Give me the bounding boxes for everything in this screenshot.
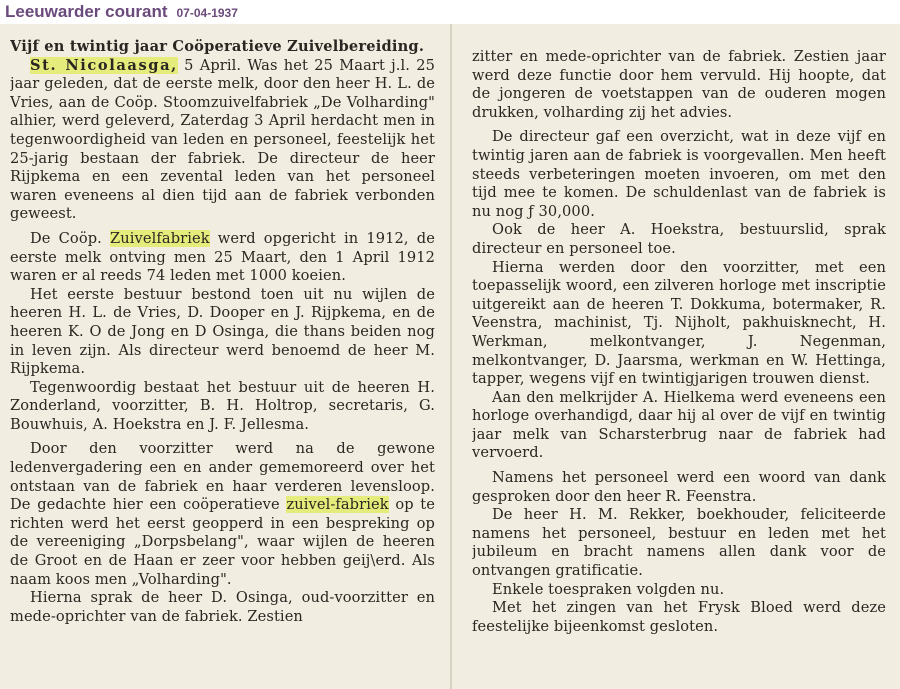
publication-date: 07-04-1937 [176, 6, 238, 20]
paragraph-6: Hierna sprak de heer D. Osinga, oud-voorzitter en mede-oprichter van de fabriek. Zestien [10, 589, 435, 625]
page-header [0, 0, 900, 24]
paragraph-frysk-bloed: Met het zingen van het Frysk Bloed werd deze feestelijke bijeenkomst gesloten. [472, 599, 886, 635]
paragraph-1 [10, 57, 435, 224]
highlight-zuivelfabriek: Zuivelfabriek [110, 229, 210, 247]
paragraph-horloge: Hierna werden door den voorzitter, met een toepasselijk woord, een zilveren horloge met inscriptie uitgereikt aan de heeren T. Dokkuma, botermaker, R. Veenstra, machinist, Tj. Nijholt, pakhuisknecht, H. Werkman, melkontvanger, J. Negenman, melkontvanger, D. Jaarsma, werkman en W. Hettinga, tapper, wegens vijf en twintigjarigen trouwen dienst. [472, 258, 886, 388]
paragraph-5 [10, 440, 435, 589]
article-column-right [472, 48, 886, 688]
dateline: St. Nicolaasga, [30, 56, 178, 74]
newspaper-clipping [0, 24, 900, 689]
paragraph-rekker: De heer H. M. Rekker, boekhouder, feliciteerde namens het personeel, bestuur en leden met het jubileum en bracht namens allen dank voor de ontvangen gratificatie. [472, 506, 886, 580]
paragraph-2-text-a: De Coöp. [30, 229, 111, 247]
paragraph-2-text-b: werd opgericht in 1912, de eerste melk ontving men 25 Maart, den 1 April 1912 waren er al reeds 74 leden met 1000 koeien. [10, 229, 435, 285]
paragraph-toespraken: Enkele toespraken volgden nu. [492, 580, 725, 598]
paragraph-personeel: Namens het personeel werd een woord van dank gesproken door den heer R. Feenstra. [472, 469, 886, 505]
paragraph-1-text: 5 April. Was het 25 Maart j.l. 25 jaar geleden, dat de eerste melk, door den heer H. L. de Vries, aan de Coöp. Stoomzuivelfabriek „De Volharding" alhier, werd geleverd, Zaterdag 3 April herdacht men in tegenwoordigheid van leden en personeel, feestelijk het 25-jarig bestaan der fabriek. De directeur de heer Rijpkema en een zevental leden van het personeel waren eveneens al dien tijd aan de fabriek verbonden geweest. [10, 56, 435, 223]
paragraph-5-text-a: Door den voorzitter werd na de gewone ledenvergadering een en ander gememoreerd over het ontstaan van de fabriek en haar verderen levensloop. De gedachte hier een coöperatieve [10, 440, 435, 514]
paragraph-melkrijder: Aan den melkrijder A. Hielkema werd eveneens een horloge overhandigd, daar hij al over de vijf en twintig jaar melk van Scharsterbrug naar de fabriek had vervoerd. [472, 388, 886, 462]
paragraph-2 [10, 230, 435, 286]
paragraph-hoekstra: Ook de heer A. Hoekstra, bestuurslid, sprak directeur en personeel toe. [472, 221, 886, 257]
article-headline: Vijf en twintig jaar Coöperatieve Zuivelbereiding. [10, 38, 425, 55]
paragraph-3: Het eerste bestuur bestond toen uit nu wijlen de heeren H. L. de Vries, D. Dooper en J. Rijpkema, en de heeren K. O de Jong en D Osinga, die thans beiden nog in leven zijn. Als directeur werd benoemd de heer M. Rijpkema. [10, 285, 435, 378]
paragraph-continued: zitter en mede-oprichter van de fabriek. Zestien jaar werd deze functie door hem vervuld. Hij hoopte, dat de jongeren de voetstappen van de ouderen mogen drukken, volharding zij het advies. [472, 48, 886, 121]
article-column-left [10, 38, 435, 686]
highlight-zuivel: zuivel- [286, 496, 336, 514]
paragraph-5-text-b: op te richten werd het eerst geopperd in een bespreking op de vereeniging „Dorpsbelang", waar wijlen de heeren de Groot en de Haan er zeer voor hebben geij\erd. Als naam koos men „Volharding". [10, 496, 435, 588]
newspaper-title: Leeuwarder courant [5, 2, 168, 21]
highlight-fabriek: fabriek [335, 496, 389, 514]
paragraph-directeur: De directeur gaf een overzicht, wat in deze vijf en twintig jaren aan de fabriek is voorgevallen. Men heeft steeds verbeteringen moeten invoeren, om met den tijd mee te komen. De schuldenlast van de fabriek is nu nog ƒ 30,000. [472, 128, 886, 220]
column-divider [450, 24, 452, 689]
paragraph-4: Tegenwoordig bestaat het bestuur uit de heeren H. Zonderland, voorzitter, B. H. Holtrop, secretaris, G. Bouwhuis, A. Hoekstra en J. F. Jellesma. [10, 378, 435, 433]
